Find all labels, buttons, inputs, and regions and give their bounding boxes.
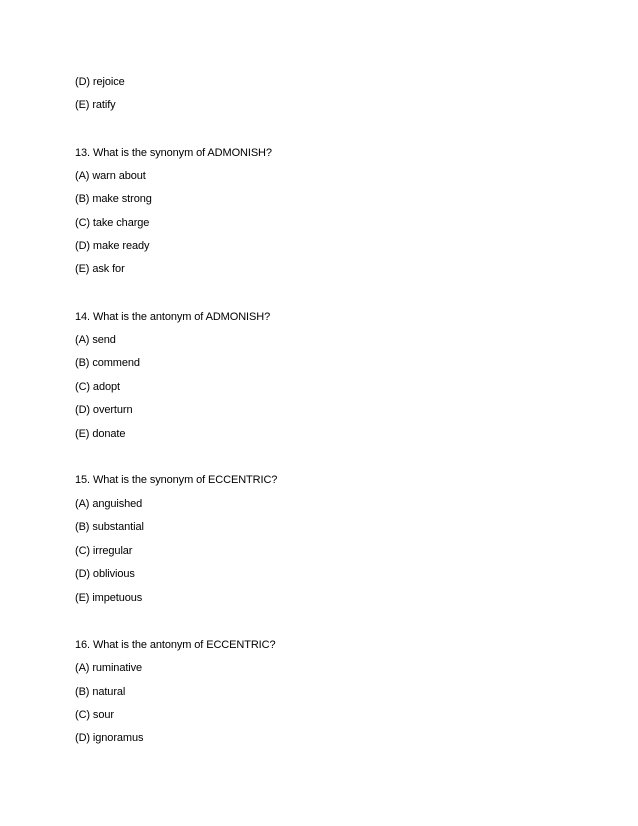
answer-option: (C) take charge bbox=[75, 217, 150, 229]
answer-option: (C) sour bbox=[75, 709, 114, 721]
answer-option: (B) natural bbox=[75, 686, 126, 698]
answer-option: (B) substantial bbox=[75, 521, 144, 533]
answer-option: (E) ask for bbox=[75, 263, 125, 275]
answer-option: (A) ruminative bbox=[75, 662, 143, 674]
answer-option: (A) warn about bbox=[75, 170, 146, 182]
answer-option: (D) rejoice bbox=[75, 76, 125, 88]
answer-option: (D) ignoramus bbox=[75, 732, 144, 744]
answer-option: (E) donate bbox=[75, 428, 126, 440]
answer-option: (B) commend bbox=[75, 357, 140, 369]
answer-option: (E) impetuous bbox=[75, 592, 143, 604]
question-prompt: 14. What is the antonym of ADMONISH? bbox=[75, 311, 271, 323]
answer-option: (D) overturn bbox=[75, 404, 133, 416]
answer-option: (B) make strong bbox=[75, 193, 152, 205]
answer-option: (A) anguished bbox=[75, 498, 143, 510]
answer-option: (D) oblivious bbox=[75, 568, 135, 580]
answer-option: (C) adopt bbox=[75, 381, 120, 393]
answer-option: (A) send bbox=[75, 334, 116, 346]
question-prompt: 16. What is the antonym of ECCENTRIC? bbox=[75, 639, 276, 651]
question-prompt: 15. What is the synonym of ECCENTRIC? bbox=[75, 474, 278, 486]
answer-option: (D) make ready bbox=[75, 240, 150, 252]
answer-option: (C) irregular bbox=[75, 545, 133, 557]
answer-option: (E) ratify bbox=[75, 99, 116, 111]
question-prompt: 13. What is the synonym of ADMONISH? bbox=[75, 147, 272, 159]
